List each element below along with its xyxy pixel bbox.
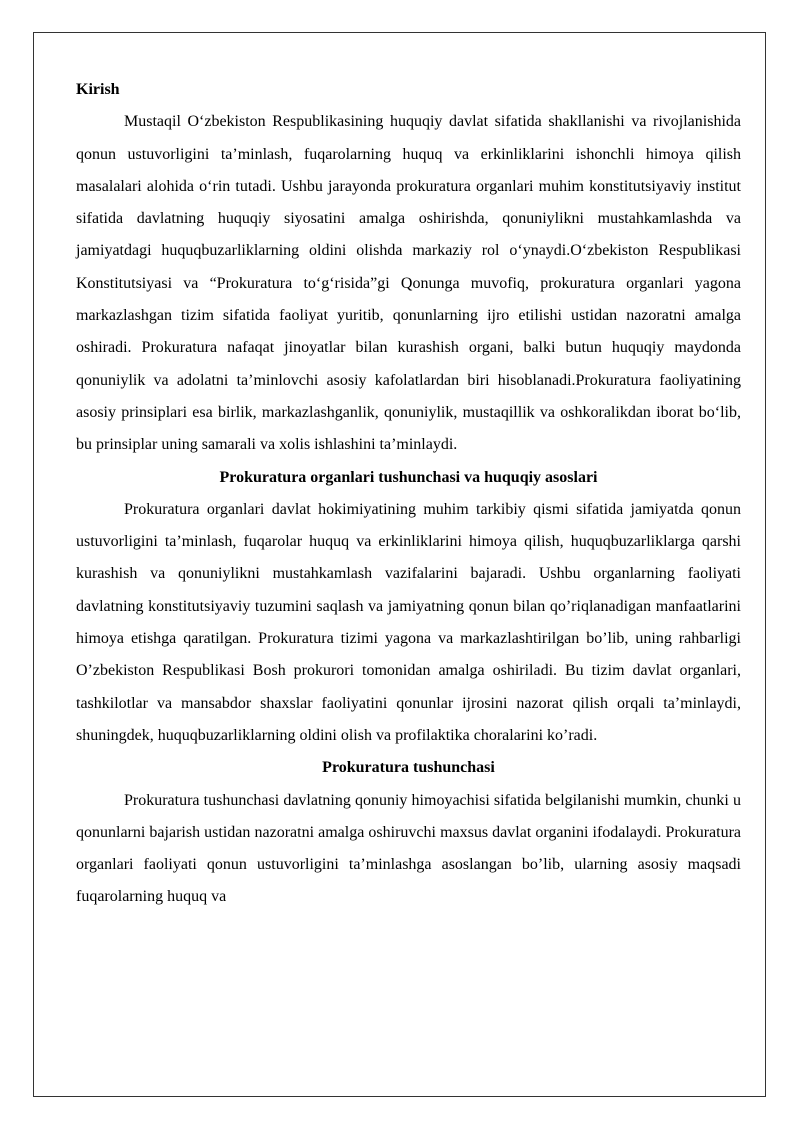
- intro-heading: Kirish: [76, 81, 120, 98]
- section1-paragraph: Prokuratura organlari davlat hokimiyatining muhim tarkibiy qismi sifatida jamiyatda qonun ustuvorligini ta’minlash, fuqarolar huquq va erkinliklarini himoya qilish, huquqbuzarliklarga qarshi kurashish va qonuniylikni mustahkamlash vazifalarini bajaradi. Ushbu organlarning faoliyati davlatning konstitutsiyaviy tuzumini saqlash va jamiyatning qonun bilan qo’riqlanadigan manfaatlarini himoya etishga qaratilgan. Prokuratura tizimi yagona va markazlashtirilgan bo’lib, uning rahbarligi O’zbekiston Respublikasi Bosh prokurori tomonidan amalga oshiriladi. Bu tizim davlat organlari, tashkilotlar va mansabdor shaxslar faoliyatini qonunlar ijrosini nazorat qilish orqali ta’minlaydi, shuningdek, huquqbuzarliklarning oldini olish va profilaktika choralarini ko’radi.: [76, 500, 741, 744]
- document-body: [76, 74, 741, 914]
- section1-heading: Prokuratura organlari tushunchasi va huquqiy asoslari: [219, 468, 598, 486]
- section2-paragraph: Prokuratura tushunchasi davlatning qonuniy himoyachisi sifatida belgilanishi mumkin, chunki u qonunlarni bajarish ustidan nazoratni amalga oshiruvchi maxsus davlat organini ifodalaydi. Prokuratura organlari faoliyati qonun ustuvorligini ta’minlashga asoslangan bo’lib, ularning asosiy maqsadi fuqarolarning huquq va: [76, 791, 741, 906]
- intro-paragraph: Mustaqil O‘zbekiston Respublikasining huquqiy davlat sifatida shakllanishi va rivojlanishida qonun ustuvorligini ta’minlash, fuqarolarning huquq va erkinliklarini ishonchli himoya qilish masalalari alohida o‘rin tutadi. Ushbu jarayonda prokuratura organlari muhim konstitutsiyaviy institut sifatida davlatning huquqiy siyosatini amalga oshirishda, qonuniylikni mustahkamlashda va jamiyatdagi huquqbuzarliklarning oldini olishda markaziy rol o‘ynaydi.O‘zbekiston Respublikasi Konstitutsiyasi va “Prokuratura to‘g‘risida”gi Qonunga muvofiq, prokuratura organlari yagona markazlashgan tizim sifatida faoliyat yuritib, qonunlarning ijro etilishi ustidan nazoratni amalga oshiradi. Prokuratura nafaqat jinoyatlar bilan kurashish organi, balki butun huquqiy maydonda qonuniylik va adolatni ta’minlovchi asosiy kafolatlardan biri hisoblanadi.Prokuratura faoliyatining asosiy prinsiplari esa birlik, markazlashganlik, qonuniylik, mustaqillik va oshkoralikdan iborat bo‘lib, bu prinsiplar uning samarali va xolis ishlashini ta’minlaydi.: [76, 113, 741, 454]
- section2-heading: Prokuratura tushunchasi: [322, 759, 495, 777]
